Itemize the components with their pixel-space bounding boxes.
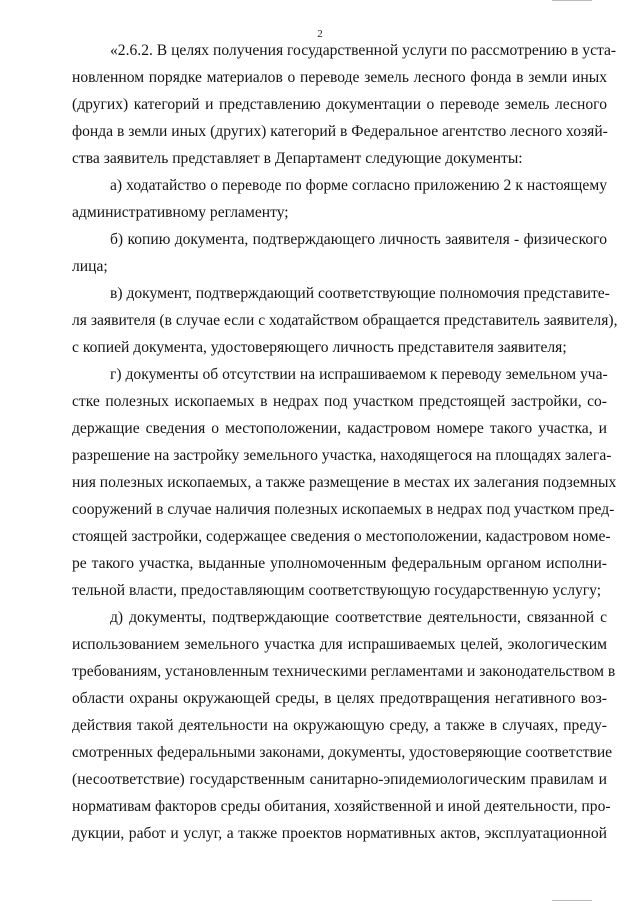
- list-item-a-line: а) ходатайство о переводе по форме согласно приложению 2 к настоящему: [110, 177, 607, 194]
- list-item-b-line: лица;: [72, 258, 108, 275]
- list-item-g-line: ре такого участка, выданные уполномоченным федеральным органом исполни-: [72, 555, 607, 572]
- paragraph-line: ства заявитель представляет в Департамент следующие документы:: [72, 150, 523, 167]
- list-item-g-line: тельной власти, предоставляющим соответствующую государственную услугу;: [72, 582, 602, 599]
- list-item-d-line: действия такой деятельности на окружающую среду, а также в случаях, преду-: [72, 717, 607, 734]
- list-item-v-line: в) документ, подтверждающий соответствующие полномочия представите-: [110, 285, 610, 302]
- scan-edge-mark: [552, 900, 592, 904]
- list-item-g-line: ния полезных ископаемых, а также размещение в местах их залегания подземных: [72, 474, 617, 491]
- page-number: 2: [317, 28, 323, 40]
- list-item-d-line: (несоответствие) государственным санитарно-эпидемиологическим правилам и: [72, 771, 607, 788]
- list-item-g-line: стке полезных ископаемых в недрах под участком предстоящей застройки, со-: [72, 393, 607, 410]
- list-item-b-line: б) копию документа, подтверждающего личность заявителя - физического: [110, 231, 607, 248]
- paragraph-line: (других) категорий и представлению документации о переводе земель лесного: [72, 96, 607, 113]
- list-item-d-line: дукции, работ и услуг, а также проектов нормативных актов, эксплуатационной: [72, 825, 607, 842]
- list-item-g-line: держащие сведения о местоположении, кадастровом номере такого участка, и: [72, 420, 607, 437]
- list-item-g-line: сооружений в случае наличия полезных ископаемых в недрах под участком пред-: [72, 501, 615, 518]
- list-item-g-line: г) документы об отсутствии на испрашиваемом к переводу земельном уча-: [110, 366, 608, 383]
- list-item-v-line: с копией документа, удостоверяющего личность представителя заявителя;: [72, 339, 567, 356]
- list-item-a-line: административному регламенту;: [72, 204, 289, 221]
- list-item-g-line: разрешение на застройку земельного участка, находящегося на площадях залега-: [72, 447, 612, 464]
- list-item-d-line: использованием земельного участка для испрашиваемых целей, экологическим: [72, 636, 607, 653]
- list-item-d-line: области охраны окружающей среды, в целях предотвращения негативного воз-: [72, 690, 607, 707]
- list-item-d-line: смотренных федеральными законами, документы, удостоверяющие соответствие: [72, 744, 613, 761]
- list-item-d-line: д) документы, подтверждающие соответствие деятельности, связанной с: [110, 609, 607, 626]
- paragraph-line: новленном порядке материалов о переводе земель лесного фонда в земли иных: [72, 69, 607, 86]
- list-item-g-line: стоящей застройки, содержащее сведения о местоположении, кадастровом номе-: [72, 528, 611, 545]
- list-item-d-line: требованиям, установленным техническими регламентами и законодательством в: [72, 663, 616, 680]
- list-item-d-line: нормативам факторов среды обитания, хозяйственной и иной деятельности, про-: [72, 798, 611, 815]
- scan-edge-mark: [552, 0, 592, 4]
- paragraph-line: «2.6.2. В целях получения государственной услуги по рассмотрению в уста-: [110, 42, 617, 59]
- list-item-v-line: ля заявителя (в случае если с ходатайством обращается представитель заявителя),: [72, 312, 618, 329]
- paragraph-line: фонда в земли иных (других) категорий в Федеральное агентство лесного хозяй-: [72, 123, 608, 140]
